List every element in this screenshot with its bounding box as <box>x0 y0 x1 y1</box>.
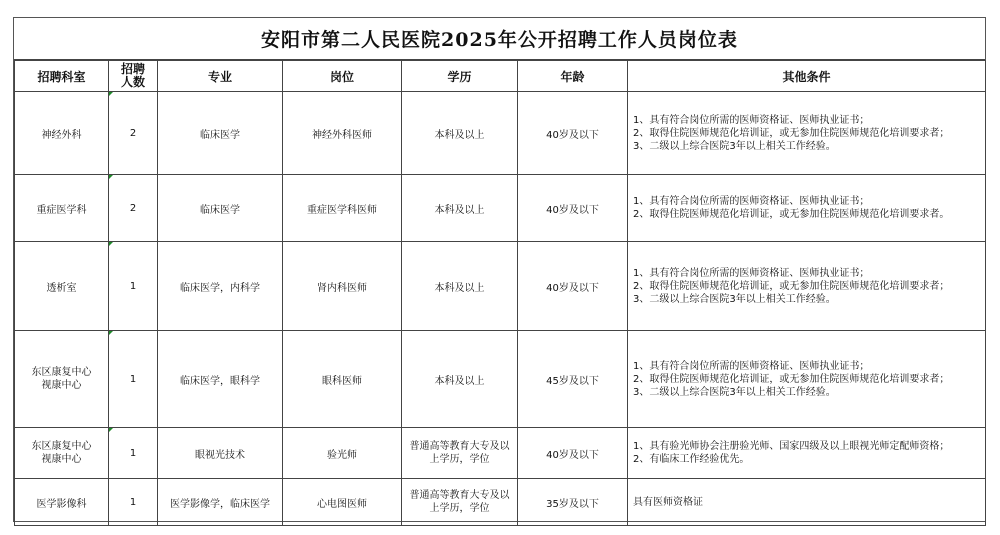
cell-count <box>109 242 158 331</box>
cell-count-text: 2 <box>129 127 137 139</box>
cell-education: 本科及以上 <box>402 92 518 175</box>
cell-count <box>109 92 158 175</box>
cell-age: 40岁及以下 <box>518 92 628 175</box>
comment-marker <box>109 92 113 96</box>
condition-line: 具有医师资格证 <box>633 496 703 508</box>
cell-major: 临床医学 <box>158 175 283 242</box>
cell-count-text: 2 <box>129 202 137 214</box>
positions-table <box>14 60 986 526</box>
cell-education: 普通高等教育大专及以上学历，学位 <box>402 428 518 479</box>
condition-line: 2、取得住院医师规范化培训证，或无参加住院医师规范化培训要求者。 <box>633 209 950 220</box>
cell-dept: 重症医学科 <box>15 175 109 242</box>
cell-age: 40岁及以下 <box>518 428 628 479</box>
header-dept: 招聘科室 <box>15 61 109 92</box>
cell-position: 重症医学科医师 <box>283 175 402 242</box>
condition-line: 2、有临床工作经验优先。 <box>633 454 750 465</box>
header-position: 岗位 <box>283 61 402 92</box>
cell-age: 35岁及以下 <box>518 479 628 526</box>
header-age: 年龄 <box>518 61 628 92</box>
cell-count-text: 1 <box>129 280 137 292</box>
header-education: 学历 <box>402 61 518 92</box>
cell-dept: 医学影像科 <box>15 479 109 526</box>
cell-age: 40岁及以下 <box>518 175 628 242</box>
cell-count <box>109 428 158 479</box>
cell-count-text: 1 <box>129 447 137 459</box>
header-other: 其他条件 <box>628 61 986 92</box>
condition-line: 1、具有符合岗位所需的医师资格证、医师执业证书； <box>633 360 870 372</box>
table-row <box>15 175 986 242</box>
cell-dept <box>15 428 109 479</box>
cell-education: 本科及以上 <box>402 242 518 331</box>
table-row <box>15 242 986 331</box>
condition-line: 1、具有符合岗位所需的医师资格证、医师执业证书； <box>633 114 870 126</box>
table-row <box>15 92 986 175</box>
header-row <box>15 61 986 92</box>
table-row <box>15 428 986 479</box>
page-title: 安阳市第二人民医院2025年公开招聘工作人员岗位表 <box>261 29 738 51</box>
condition-line: 3、二级以上综合医院3年以上相关工作经验。 <box>633 386 836 398</box>
comment-marker <box>109 175 113 179</box>
cell-conditions <box>628 428 986 479</box>
cell-dept-text: 东区康复中心视康中心 <box>31 367 92 391</box>
cell-dept-text: 东区康复中心视康中心 <box>31 441 92 465</box>
header-count-text: 招聘人数 <box>120 62 145 89</box>
comment-marker <box>109 242 113 246</box>
recruitment-sheet <box>13 17 986 522</box>
title-row <box>14 18 985 60</box>
cell-education: 本科及以上 <box>402 175 518 242</box>
condition-line: 2、取得住院医师规范化培训证，或无参加住院医师规范化培训要求者； <box>633 127 950 139</box>
cell-position: 心电图医师 <box>283 479 402 526</box>
comment-marker <box>109 331 113 335</box>
cell-dept: 透析室 <box>15 242 109 331</box>
cell-conditions <box>628 92 986 175</box>
cell-dept: 神经外科 <box>15 92 109 175</box>
cell-position: 眼科医师 <box>283 331 402 428</box>
condition-line: 1、具有验光师协会注册验光师、国家四级及以上眼视光师定配师资格； <box>633 441 950 452</box>
condition-line: 2、取得住院医师规范化培训证，或无参加住院医师规范化培训要求者； <box>633 280 950 292</box>
cell-education: 本科及以上 <box>402 331 518 428</box>
cell-age: 40岁及以下 <box>518 242 628 331</box>
cell-count-text: 1 <box>129 373 137 385</box>
cell-position: 验光师 <box>283 428 402 479</box>
cell-conditions <box>628 331 986 428</box>
table-row <box>15 479 986 526</box>
cell-count <box>109 331 158 428</box>
condition-line: 1、具有符合岗位所需的医师资格证、医师执业证书； <box>633 267 870 279</box>
cell-age: 45岁及以下 <box>518 331 628 428</box>
condition-line: 3、二级以上综合医院3年以上相关工作经验。 <box>633 140 836 152</box>
cell-major: 医学影像学，临床医学 <box>158 479 283 526</box>
cell-dept <box>15 331 109 428</box>
table-row <box>15 331 986 428</box>
condition-line: 2、取得住院医师规范化培训证，或无参加住院医师规范化培训要求者； <box>633 373 950 385</box>
condition-line: 3、二级以上综合医院3年以上相关工作经验。 <box>633 293 836 305</box>
cell-conditions <box>628 175 986 242</box>
cell-conditions <box>628 479 986 526</box>
condition-line: 1、具有符合岗位所需的医师资格证、医师执业证书； <box>633 196 870 207</box>
cell-education: 普通高等教育大专及以上学历，学位 <box>402 479 518 526</box>
header-count <box>109 61 158 92</box>
cell-major: 眼视光技术 <box>158 428 283 479</box>
comment-marker <box>109 428 113 432</box>
cell-conditions <box>628 242 986 331</box>
cell-position: 神经外科医师 <box>283 92 402 175</box>
cell-major: 临床医学，内科学 <box>158 242 283 331</box>
header-major: 专业 <box>158 61 283 92</box>
cell-major: 临床医学，眼科学 <box>158 331 283 428</box>
cell-count <box>109 175 158 242</box>
cell-major: 临床医学 <box>158 92 283 175</box>
cell-position: 肾内科医师 <box>283 242 402 331</box>
cell-count: 1 <box>109 479 158 526</box>
